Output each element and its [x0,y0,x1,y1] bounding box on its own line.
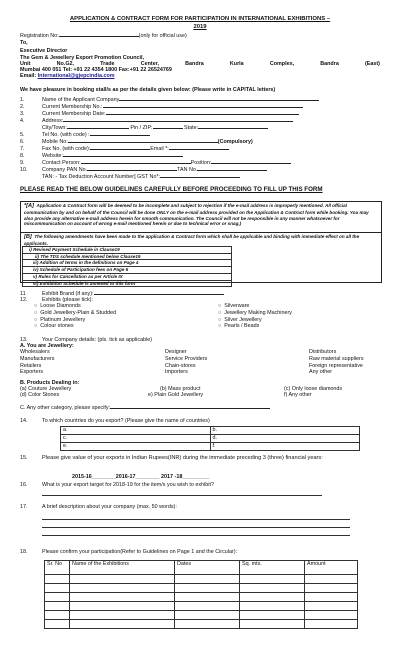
description-line[interactable] [42,519,350,520]
website-input[interactable] [63,156,183,157]
registration-row [20,33,187,40]
q14-row [20,418,210,425]
notice-a-box [20,201,382,233]
checkbox-icon[interactable]: ○ [218,309,222,316]
exhibit-label: Silver Jewellery [224,316,262,323]
q12-label: Exhibits (please tick): [42,297,93,303]
company-type-option[interactable]: Service Providers [165,355,208,362]
table-cell[interactable] [45,602,70,611]
q12-number: 12. [20,297,28,303]
column-header: Name of the Exhibitions [70,561,175,575]
field-number: 6. [20,139,25,145]
address-word: Bandra [320,61,339,67]
email-link[interactable]: International@gjepcindia.com [37,73,115,79]
table-cell[interactable] [45,611,70,620]
table-cell[interactable] [305,575,358,584]
field-row [20,160,291,167]
country-cell[interactable]: b. [210,427,360,435]
address-org: The Gem & Jewellery Export Promotion Council, [20,55,145,61]
q11-number: 11 [20,291,26,297]
notice-a [21,202,381,228]
company-type-option[interactable]: Manufacturers [20,355,55,362]
exhibit-option[interactable] [34,317,116,324]
column-header: Amount [305,561,358,575]
exhibit-label: Gold Jewellery-Plain & Studded [40,309,117,316]
q17-label: A brief description about your company (max. 50 words): [42,504,177,510]
product-option[interactable]: (c) Only loose diamonds [284,386,343,392]
table-cell[interactable] [175,584,240,593]
table-row [45,620,358,629]
exhibit-option[interactable] [34,310,116,317]
table-cell[interactable] [240,611,305,620]
exhibit-option[interactable] [34,323,116,330]
column-header: Sr. No [45,561,70,575]
field-row [20,118,293,125]
address-word: (East) [364,61,380,67]
product-option[interactable]: (d) Color Stones [20,392,60,398]
product-option[interactable]: e) Plain Gold Jewellery [148,392,204,398]
address-word: Center, [140,61,159,67]
table-cell[interactable] [175,593,240,602]
notice-b-item: iv) Schedule of Participation fees on Page 5 [22,267,232,274]
table-row [45,593,358,602]
field-row [20,132,150,139]
state-input[interactable] [198,128,268,129]
table-cell[interactable] [240,575,305,584]
country-cell[interactable]: a. [61,427,211,435]
q18-row [20,549,237,556]
q18-number: 18. [20,549,28,555]
notice-b-items [22,246,232,287]
company-type-option[interactable]: Chain-stores [165,362,196,369]
checkbox-icon[interactable]: ○ [218,316,222,323]
checkbox-icon[interactable]: ○ [218,323,222,330]
field-label: Mobile No: [42,139,68,145]
table-cell[interactable] [305,602,358,611]
exhibit-label: Platinum Jewellery [40,316,86,323]
field-number: 7. [20,146,25,152]
export-years-row[interactable]: 2015-16________2016-17________ 2017 -18_________ [72,474,210,480]
country-cell[interactable]: e. [61,443,211,451]
field-row [20,104,303,111]
gst-input[interactable] [160,177,240,178]
field-number: 9. [20,160,25,166]
checkbox-icon[interactable]: ○ [34,309,38,316]
form-title-line2: 2019 [193,23,207,30]
countries-table [60,426,360,451]
exhibit-option[interactable] [218,310,292,317]
company-type-option[interactable]: Wholesalers [20,349,50,355]
membership-date-input[interactable] [106,114,299,115]
address-email-row [20,73,115,80]
exhibit-label: Loose Diamonds [40,303,81,309]
q17-number: 17. [20,504,28,510]
membership-no-input[interactable] [103,107,303,108]
notice-b-item: ii) The TDS schedule mentioned below Clause19 [22,254,232,261]
q16-label: What is your export target for 2018-19 for the item/s you wish to exhibit? [42,482,214,488]
field-row [20,139,253,146]
other-category-input[interactable] [110,408,270,409]
state-label: State: [184,125,199,131]
table-cell[interactable] [305,611,358,620]
checkbox-icon[interactable]: ○ [218,303,222,309]
notice-b-mark: [B] [24,234,32,240]
address-word: No.G2, [56,61,75,67]
table-row [61,435,360,443]
email-label: Email: [20,73,37,79]
export-target-line[interactable] [42,495,322,496]
field-row [20,167,267,174]
field-label: Fax No. (with code): [42,146,91,152]
company-type-option[interactable]: Distributors [309,349,337,355]
field-number: 3. [20,111,25,117]
participation-table [44,560,358,629]
table-cell[interactable] [240,584,305,593]
product-option[interactable]: f) Any other [284,392,312,398]
q18-label: Please confirm your participation(Refer to Guidelines on Page 1 and the Circular): [42,549,238,555]
checkbox-icon[interactable]: ○ [34,316,38,323]
address-word: Trade [100,61,115,67]
product-option[interactable]: (a) Couture Jewellery [20,386,72,392]
q15-row [20,455,382,462]
exhibit-label: Jewellery Making Machinery [224,309,292,316]
table-cell[interactable] [45,593,70,602]
table-cell[interactable] [70,602,175,611]
q14-label: To which countries do you export? (Please give the name of countries) [42,418,210,424]
table-cell[interactable] [70,620,175,629]
pin-label: Pin / ZIP: [130,125,153,131]
q16-number: 16. [20,482,28,488]
field-number: 8. [20,153,25,159]
form-title-line1: APPLICATION & CONTRACT FORM FOR PARTICIPATION IN INTERNATIONAL EXHIBITIONS – [69,16,331,22]
q11-label: Exhibit Brand (if any): [42,291,94,297]
mobile-input[interactable] [68,142,218,143]
contact-person-input[interactable] [81,163,191,164]
company-name-input[interactable] [119,100,319,101]
field-number: 1. [20,97,25,103]
field-label: Name of the Applicant Company [42,97,120,103]
table-cell[interactable] [45,575,70,584]
fax-input[interactable] [90,149,150,150]
company-type-option[interactable]: Importers [165,369,188,376]
table-cell[interactable] [70,593,175,602]
company-type-option[interactable]: Raw material suppliers [309,355,364,362]
field-number: 2. [20,104,25,110]
q13-number: 13. [20,337,28,343]
address-designation: Executive Director [20,48,68,54]
company-type-option[interactable]: Any other [309,369,333,376]
tan-gst-label: TAN: - Tax Deduction Account Number] GST No*: [42,174,161,180]
q13-b-heading: B. Products Dealing in: [20,380,80,386]
email-field-label: Email *: [150,146,169,152]
description-line[interactable] [42,535,350,536]
table-cell[interactable] [175,620,240,629]
tan-input[interactable] [197,170,267,171]
q14-number: 14. [20,418,28,424]
table-cell[interactable] [240,593,305,602]
email-input[interactable] [169,149,229,150]
tan-label: TAN No. [177,167,198,173]
registration-label: Registration No: [20,33,59,39]
intro-text: We have pleasure in booking stall/s as per the details given below: (Please write in CAPITAL letters) [20,87,276,93]
field-row [20,153,183,160]
country-cell[interactable]: c. [61,435,211,443]
table-cell[interactable] [70,611,175,620]
company-type-col2 [165,349,207,376]
exhibit-option[interactable] [34,303,116,310]
table-row [61,443,360,451]
exhibit-label: Colour stones [40,323,74,330]
table-cell[interactable] [70,584,175,593]
country-cell[interactable]: d. [210,435,360,443]
exhibits-left [34,303,116,330]
field-number: 4. [20,118,25,124]
field-row [20,146,229,153]
table-cell[interactable] [45,620,70,629]
table-cell[interactable] [305,584,358,593]
tan-row [42,174,240,181]
address-line2: Mumbai 400 051 Tel: +91 22 4354 1800 Fax:+91 22 26524769 [20,67,172,73]
compulsory-note: (Compulsory) [217,139,253,145]
position-input[interactable] [211,163,291,164]
product-option[interactable]: (b) Mass product [160,386,201,392]
table-header-row [45,561,358,575]
brand-input[interactable] [94,294,224,295]
company-type-option[interactable]: Foreign representative [309,362,363,369]
table-row [45,584,358,593]
form-title [14,16,386,31]
exhibit-option[interactable] [218,323,292,330]
address-input[interactable] [63,121,293,122]
registration-field[interactable] [59,36,139,37]
table-cell[interactable] [305,620,358,629]
column-header: Sq. mts. [240,561,305,575]
other-category-label: C. Any other category, please specify: [20,405,111,411]
table-cell[interactable] [175,575,240,584]
q16-row [20,482,214,489]
other-category-row [20,405,270,412]
table-cell[interactable] [175,602,240,611]
city-input[interactable] [67,128,129,129]
notice-b-text: The following amendments have been made to the application & Contract form which shall be applicable and binding with immediate effect on all the applicants. [24,234,360,246]
guidelines-heading: PLEASE READ THE BELOW GUIDELINES CAREFULLY BEFORE PROCEEDING TO FILL UP THIS FORM [20,186,323,193]
table-cell[interactable] [70,575,175,584]
field-row [20,111,299,118]
checkbox-icon[interactable]: ○ [34,303,38,309]
address-to: To, [20,40,28,46]
field-label: Website: [42,153,63,159]
notice-a-mark: *[A] [24,203,34,209]
table-cell[interactable] [305,593,358,602]
country-cell[interactable]: f. [210,443,360,451]
field-label: Address: [42,118,64,124]
city-label: City/Town: [42,125,67,131]
address-word: Kurla [229,61,244,67]
pan-input[interactable] [87,170,177,171]
notice-b-item: iii) Addition of terms in the definitions on Page 4 [22,260,232,267]
company-type-col1 [20,349,54,376]
exhibits-right [218,303,292,330]
table-row [61,427,360,435]
table-row [45,602,358,611]
company-type-option[interactable]: Designer [165,349,187,355]
q15-number: 15. [20,455,28,461]
q15-text: Please give value of your exports in Indian Rupees(INR) during the immediate preceding 3 (three) financial years: [42,455,323,461]
notice-b-item: v) Rules for Cancellation as per Article IX [22,274,232,281]
checkbox-icon[interactable]: ○ [34,323,38,330]
table-cell[interactable] [175,611,240,620]
notice-a-text: Application & Contract form will be deemed to be incomplete and subject to rejection if the e-mail address is improperly mentioned. All official communication by and on behalf of the Council will be done ONLY on the e-mail address provided on the Application & Contract form while booking. You may also provide any alternative e-mail address herein for smooth communication. The Council will not be responsible in any manner whatsoever for miscommunication on account of wrong e-mail mentioned herein or due to technical error or snag.) [24,203,369,227]
position-label: Position: [190,160,212,166]
field-label: Contact Person: [42,160,81,166]
field-label: Tel No. (with code) : [42,132,90,138]
notice-b-item: i) Revised Payment Schedule in Clause19 [22,246,232,254]
address-word: Bandra [185,61,204,67]
company-type-col3 [309,349,364,376]
description-line[interactable] [42,527,350,528]
field-row [20,97,319,104]
exhibit-label: Pearls / Beads [224,323,260,330]
field-label: Current Membership Date: [42,111,106,117]
field-label: Company PAN No. [42,167,88,173]
company-type-option[interactable]: Exporters [20,369,44,376]
address-word: Unit [20,61,31,67]
table-cell[interactable] [240,620,305,629]
q17-row [20,504,177,511]
field-number: 5. [20,132,25,138]
exhibit-option[interactable] [218,303,292,310]
field-label: Current Membership No.: [42,104,103,110]
registration-note: (only for official use) [138,33,187,39]
column-header: Dates [175,561,240,575]
q13-label: Your Company details: (pls. tick as applicable) [42,337,153,343]
table-row [45,611,358,620]
pin-input[interactable] [153,128,183,129]
table-row [45,575,358,584]
q13-a-heading: A. You are Jewellery: [20,343,74,349]
company-type-option[interactable]: Retailers [20,362,42,369]
address-word: Complex, [269,61,295,67]
city-row [42,125,268,132]
table-cell[interactable] [240,602,305,611]
exhibit-label: Silverware [224,303,250,309]
exhibit-option[interactable] [218,317,292,324]
field-number: 10. [20,167,28,173]
tel-input[interactable] [90,135,150,136]
table-cell[interactable] [45,584,70,593]
notice-b-item: vi) Exhibition Schedule is annexed to this form [22,281,232,288]
